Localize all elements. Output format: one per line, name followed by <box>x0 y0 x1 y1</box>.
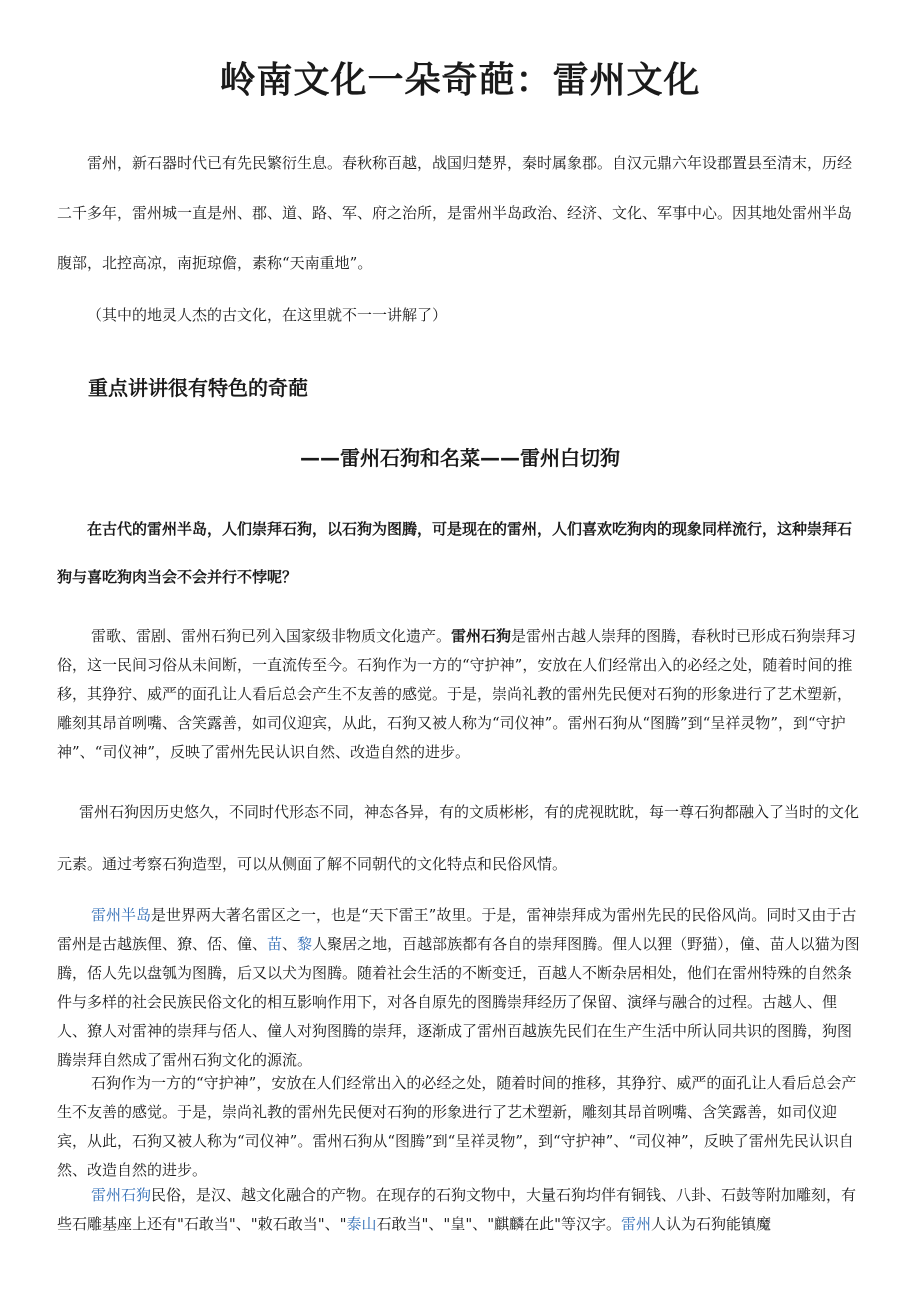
text-span: 是世界两大著名雷区之一，也是“天下雷王”故里。于是，雷神崇拜成为雷州先民的民俗风尚。同时又由于古雷州是古越族俚、獠、俖、僮、 <box>57 906 857 953</box>
link-leizhou[interactable]: 雷州 <box>621 1215 652 1233</box>
text-span: 石敢当"、"皇"、"麒麟在此"等汉字。 <box>376 1215 622 1233</box>
note-paragraph: （其中的地灵人杰的古文化，在这里就不一一讲解了） <box>87 306 448 324</box>
guardian-paragraph: 石狗作为一方的“守护神”，安放在人们经常出入的必经之处，随着时间的推移，其狰狞、威严的面孔让人看后总会产生不友善的感觉。于是，崇尚礼教的雷州先民便对石狗的形象进行了艺术塑新，雕刻其昂首咧嘴、含笑露善，如司仪迎宾，从此，石狗又被人称为“司仪神”。雷州石狗从“图腾”到“呈祥灵物”，到“守护神”、“司仪神”，反映了雷州先民认识自然、改造自然的进步。 <box>57 1074 857 1179</box>
page-title: 岭南文化一朵奇葩：雷州文化 <box>219 60 701 101</box>
subtitle-heading: ——雷州石狗和名菜——雷州白切狗 <box>300 446 620 470</box>
folk-custom-paragraph <box>57 1181 865 1239</box>
text-span: 民俗，是汉、越文化融合的产物。在现存的石狗文物中，大量石狗均伴有铜钱、八卦、石鼓等附加雕刻，有些石雕基座上还有"石敢当"、"敕石敢当"、" <box>57 1186 857 1233</box>
thunder-region-paragraph <box>57 901 865 1075</box>
text-span: 是雷州古越人崇拜的图腾，春秋时已形成石狗崇拜习俗，这一民间习俗从未间断，一直流传至今。石狗作为一方的“守护神”，安放在人们经常出入的必经之处，随着时间的推移，其狰狞、威严的面孔让人看后总会产生不友善的感觉。于是，崇尚礼教的雷州先民便对石狗的形象进行了艺术塑新，雕刻其昂首咧嘴、含笑露善，如司仪迎宾，从此，石狗又被人称为“司仪神”。雷州石狗从“图腾”到“呈祥灵物”，到“守护神”、“司仪神”，反映了雷州先民认识自然、改造自然的进步。 <box>57 627 857 761</box>
link-leizhou-peninsula[interactable]: 雷州半岛 <box>91 906 152 924</box>
link-taishan[interactable]: 泰山 <box>346 1215 377 1233</box>
intro-paragraph: 雷州，新石器时代已有先民繁衍生息。春秋称百越，战国归楚界，秦时属象郡。自汉元鼎六年设郡置县至清末，历经二千多年，雷州城一直是州、郡、道、路、军、府之治所，是雷州半岛政治、经济、文化、军事中心。因其地处雷州半岛腹部，北控高凉，南扼琼儋，素称“天南重地”。 <box>57 154 853 272</box>
text-span: 人认为石狗能镇魔 <box>651 1215 772 1233</box>
bold-term: 雷州石狗 <box>451 627 512 645</box>
question-paragraph: 在古代的雷州半岛，人们崇拜石狗，以石狗为图腾，可是现在的雷州，人们喜欢吃狗肉的现象同样流行，这种崇拜石狗与喜吃狗肉当会不会并行不悖呢？ <box>57 520 853 586</box>
link-leizhou-stone-dog[interactable]: 雷州石狗 <box>91 1186 152 1204</box>
stone-dog-heritage-paragraph <box>57 622 865 767</box>
text-span: 人聚居之地，百越部族都有各自的崇拜图腾。俚人以狸（野猫），僮、苗人以猫为图腾，俖人先以盘瓠为图腾，后又以犬为图腾。随着社会生活的不断变迁，百越人不断杂居相处，他们在雷州特殊的自然条件与多样的社会民族民俗文化的相互影响作用下，对各自原先的图腾崇拜经历了保留、演绎与融合的过程。古越人、俚人、獠人对雷神的崇拜与俖人、僮人对狗图腾的崇拜，逐渐成了雷州百越族先民们在生产生活中所认同共识的图腾，狗图腾崇拜自然成了雷州石狗文化的源流。 <box>57 935 860 1069</box>
link-miao[interactable]: 苗 <box>267 935 283 953</box>
link-li[interactable]: 黎 <box>297 935 313 953</box>
section-heading: 重点讲讲很有特色的奇葩 <box>88 376 308 400</box>
text-span: 雷歌、雷剧、雷州石狗已列入国家级非物质文化遗产。 <box>91 627 452 645</box>
stone-dog-history-paragraph: 雷州石狗因历史悠久，不同时代形态不同，神态各异，有的文质彬彬，有的虎视眈眈，每一尊石狗都融入了当时的文化元素。通过考察石狗造型，可以从侧面了解不同朝代的文化特点和民俗风情。 <box>57 803 860 873</box>
text-span: 、 <box>282 935 298 953</box>
